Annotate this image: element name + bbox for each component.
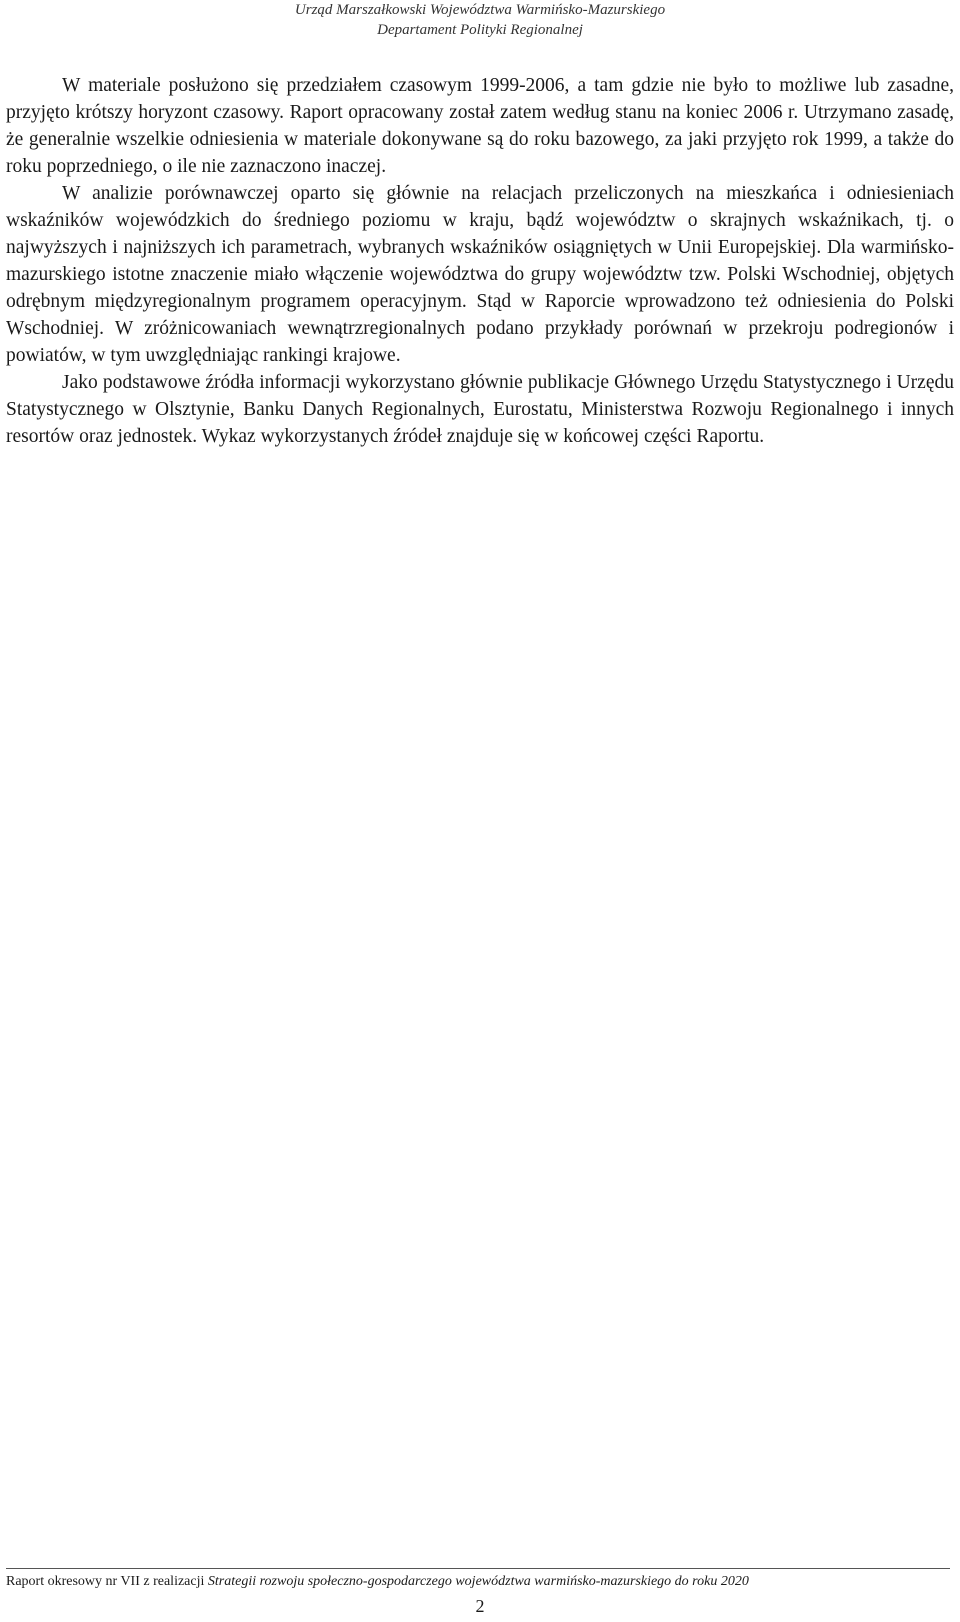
page-number: 2 <box>475 1596 485 1616</box>
page-footer <box>6 1573 749 1591</box>
page-header <box>0 0 960 40</box>
footer-report-label: Raport okresowy nr VII z realizacji <box>6 1574 208 1589</box>
header-department-name: Departament Polityki Regionalnej <box>377 22 583 38</box>
body-paragraph: Jako podstawowe źródła informacji wykorzystano głównie publikacje Głównego Urzędu Statystycznego i Urzędu Statystycznego w Olsztynie, Banku Danych Regionalnych, Eurostatu, Ministerstwa Rozwoju Regionalnego i innych resortów oraz jednostek. Wykaz wykorzystanych źródeł znajduje się w końcowej części Raportu. <box>6 372 954 447</box>
body-paragraph: W analizie porównawczej oparto się głównie na relacjach przeliczonych na mieszkańca i odniesieniach wskaźników wojewódzkich do średniego poziomu w kraju, bądź województw o skrajnych wskaźnikach, tj. o najwyższych i najniższych ich parametrach, wybranych wskaźników osiągniętych w Unii Europejskiej. Dla warmińsko-mazurskiego istotne znaczenie miało włączenie województwa do grupy województw tzw. Polski Wschodniej, objętych odrębnym międzyregionalnym programem operacyjnym. Stąd w Raporcie wprowadzono też odniesienia do Polski Wschodniej. W zróżnicowaniach wewnątrzregionalnych podano przykłady porównań w przekroju podregionów i powiatów, w tym uwzględniając rankingi krajowe. <box>6 183 954 366</box>
header-office-name: Urząd Marszałkowski Województwa Warmińsko-Mazurskiego <box>294 2 666 18</box>
body-paragraph: W materiale posłużono się przedziałem czasowym 1999-2006, a tam gdzie nie było to możliwe lub zasadne, przyjęto krótszy horyzont czasowy. Raport opracowany został zatem według stanu na koniec 2006 r. Utrzymano zasadę, że generalnie wszelkie odniesienia w materiale dokonywane są do roku bazowego, za jaki przyjęto rok 1999, a także do roku poprzedniego, o ile nie zaznaczono inaczej. <box>6 75 954 177</box>
footer-strategy-title: Strategii rozwoju społeczno-gospodarczego województwa warmińsko-mazurskiego do roku 2020 <box>207 1574 749 1589</box>
document-body <box>6 72 954 450</box>
footer-divider <box>6 1568 950 1569</box>
